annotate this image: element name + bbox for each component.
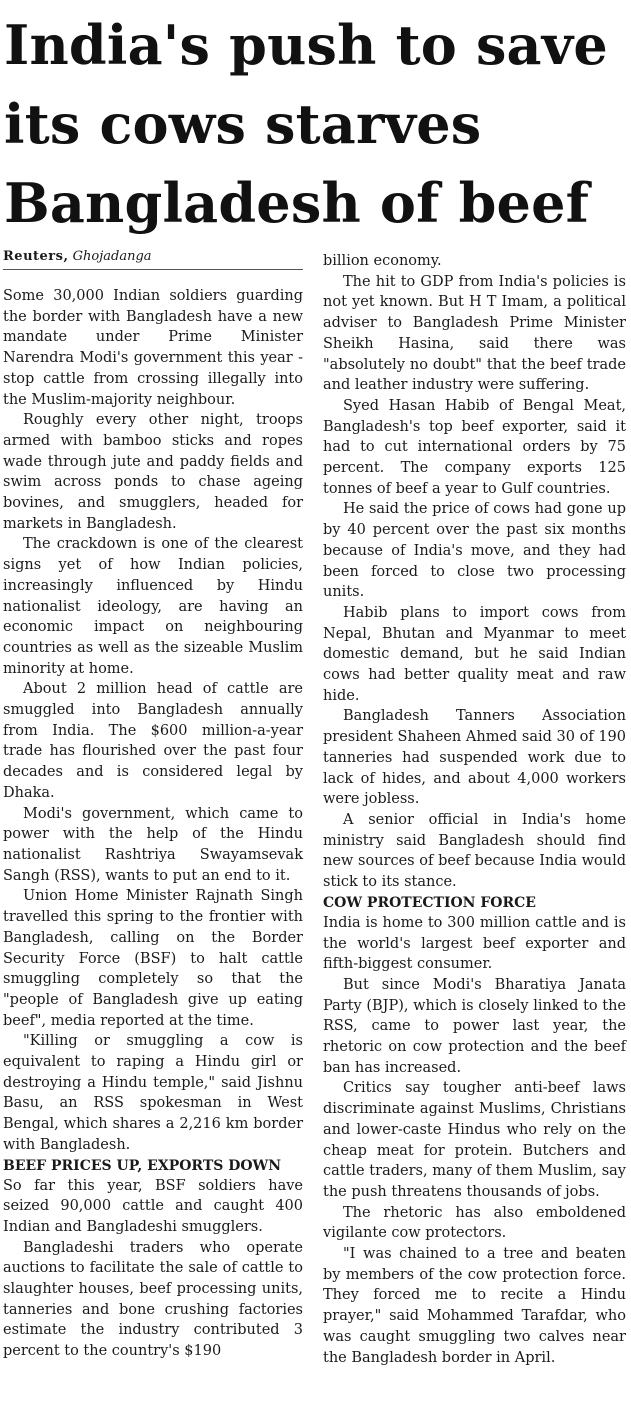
left-column <box>3 248 303 1362</box>
byline-place: Ghojadanga <box>72 249 152 264</box>
article-paragraph: The hit to GDP from India's policies is not yet known. But H T Imam, a political adviser to Bangladesh Prime Minister Sheikh Hasina, said there was "absolutely no doubt" that the beef trade and leather industry were suffering. <box>323 273 626 394</box>
byline <box>3 248 303 270</box>
article-paragraph: Modi's government, which came to power with the help of the Hindu nationalist Rashtriya Swayamsevak Sangh (RSS), wants to put an end to it. <box>3 805 303 884</box>
article-paragraph: Bangladesh Tanners Association president Shaheen Ahmed said 30 of 190 tanneries had suspended work due to lack of hides, and about 4,000 workers were jobless. <box>323 708 626 808</box>
article-paragraph: Union Home Minister Rajnath Singh travelled this spring to the frontier with Bangladesh, calling on the Border Security Force (BSF) to halt cattle smuggling completely so that the "people of Bangladesh give up eating beef", media reported at the time. <box>3 888 303 1029</box>
article-paragraph: The crackdown is one of the clearest signs yet of how Indian policies, increasingly influenced by Hindu nationalist ideology, are having an economic impact on neighbouring countries as well as the sizeable Muslim minority at home. <box>3 536 303 677</box>
article-paragraph: billion economy. <box>323 253 442 269</box>
article-paragraph: "I was chained to a tree and beaten by members of the cow protection force. They forced me to recite a Hindu prayer," said Mohammed Tarafdar, who was caught smuggling two calves near the Bangladesh border in April. <box>323 1246 626 1366</box>
headline: India's push to save its cows starves Bangladesh of beef <box>4 13 608 235</box>
article-paragraph: So far this year, BSF soldiers have seized 90,000 cattle and caught 400 Indian and Bangladeshi smugglers. <box>3 1177 303 1235</box>
byline-agency: Reuters, <box>3 249 69 264</box>
article-paragraph: A senior official in India's home ministry said Bangladesh should find new sources of beef because India would stick to its stance. <box>323 811 626 891</box>
article-paragraph: About 2 million head of cattle are smuggled into Bangladesh annually from India. The $600 million-a-year trade has flourished over the past four decades and is considered legal by Dhaka. <box>3 681 303 801</box>
article-paragraph: Some 30,000 Indian soldiers guarding the border with Bangladesh have a new mandate under Prime Minister Narendra Modi's government this year - stop cattle from crossing illegally into the Muslim-majority neighbour. <box>3 288 303 408</box>
right-column <box>323 251 626 1368</box>
article-paragraph: Syed Hasan Habib of Bengal Meat, Bangladesh's top beef exporter, said it had to cut international orders by 75 percent. The company exports 125 tonnes of beef a year to Gulf countries. <box>323 397 626 497</box>
article-paragraph: Roughly every other night, troops armed with bamboo sticks and ropes wade through jute and paddy fields and swim across ponds to chase ageing bovines, and smugglers, headed for markets in Bangladesh. <box>3 412 303 532</box>
subhead-cow-protection: COW PROTECTION FORCE <box>323 894 536 911</box>
subhead-beef-prices: BEEF PRICES UP, EXPORTS DOWN <box>3 1157 282 1174</box>
article-paragraph: "Killing or smuggling a cow is equivalent to raping a Hindu girl or destroying a Hindu temple," said Jishnu Basu, an RSS spokesman in West Bengal, which shares a 2,216 km border with Bangladesh. <box>3 1033 303 1153</box>
article-paragraph: He said the price of cows had gone up by 40 percent over the past six months because of India's move, and they had been forced to close two processing units. <box>323 501 626 601</box>
article-paragraph: But since Modi's Bharatiya Janata Party (BJP), which is closely linked to the RSS, came to power last year, the rhetoric on cow protection and the beef ban has increased. <box>323 976 626 1076</box>
article-paragraph: Critics say tougher anti-beef laws discriminate against Muslims, Christians and lower-caste Hindus who rely on the cheap meat for protein. Butchers and cattle traders, many of them Muslim, say the push threatens thousands of jobs. <box>323 1080 626 1200</box>
article-paragraph: Habib plans to import cows from Nepal, Bhutan and Myanmar to meet domestic demand, but he said Indian cows had better quality meat and raw hide. <box>323 604 626 704</box>
article-paragraph: India is home to 300 million cattle and is the world's largest beef exporter and fifth-biggest consumer. <box>323 914 626 973</box>
article-paragraph: Bangladeshi traders who operate auctions to facilitate the sale of cattle to slaughter houses, beef processing units, tanneries and bone crushing factories estimate the industry contributed 3 percent to the country's $190 <box>3 1239 303 1360</box>
article-paragraph: The rhetoric has also emboldened vigilante cow protectors. <box>323 1204 626 1242</box>
